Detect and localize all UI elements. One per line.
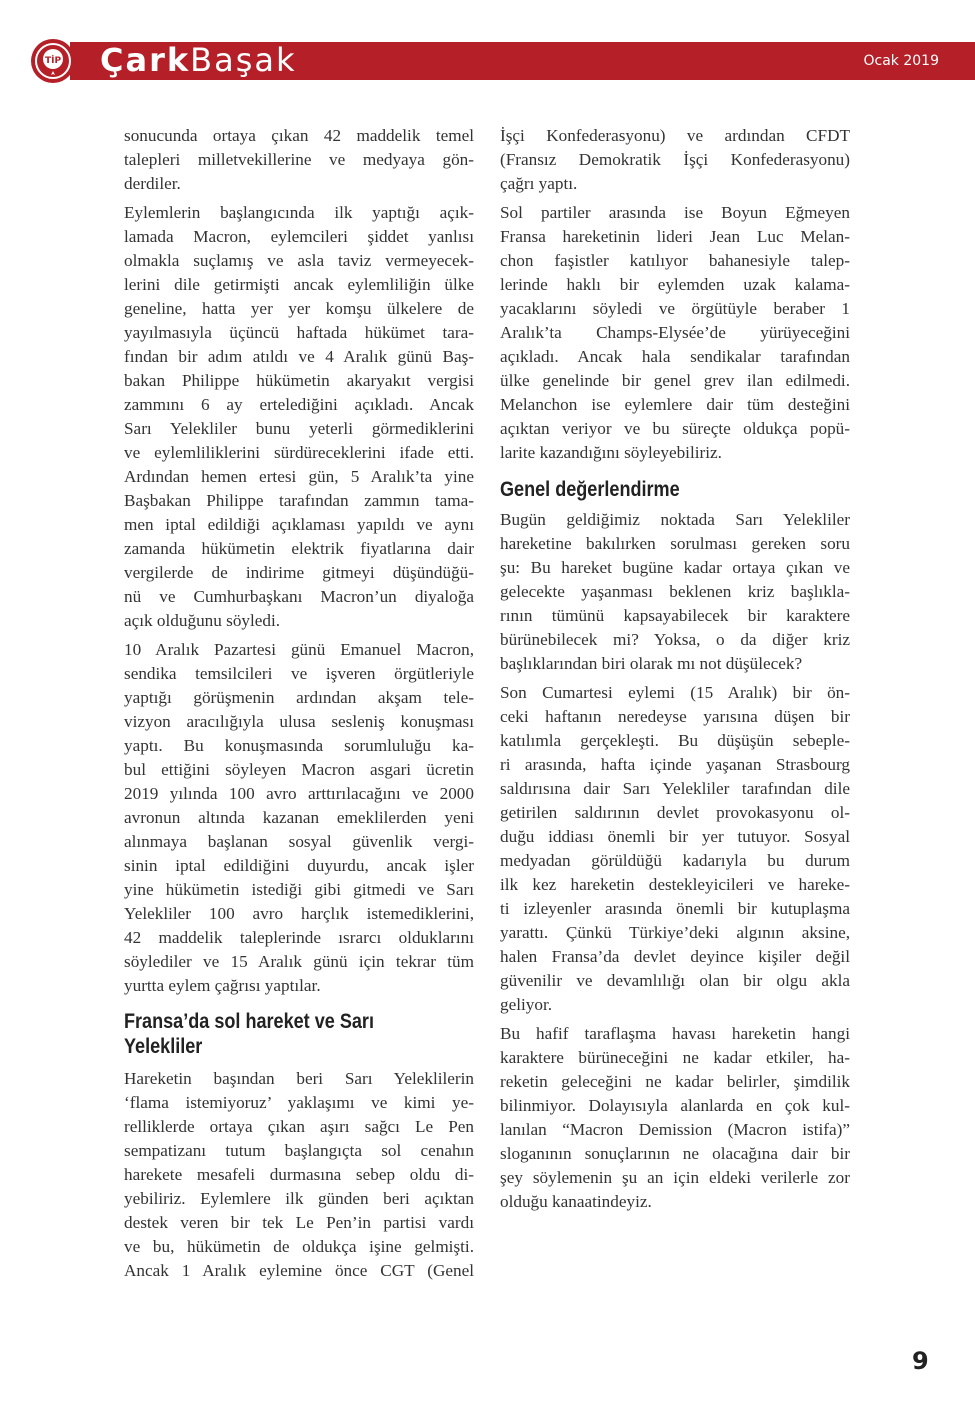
- text-line: sempatizanı tutum başlangıçta sol cenahın: [124, 1141, 474, 1160]
- heading-line: Fransa’da sol hareket ve Sarı: [124, 1010, 374, 1033]
- text-line: Eylemlerin başlangıcında ilk yaptığı açık-: [124, 203, 474, 222]
- text-line: 42 maddelik taleplerinde ısrarcı olduklarını: [124, 928, 474, 947]
- paragraph: [500, 124, 850, 196]
- page-number: 9: [912, 1347, 929, 1375]
- text-line: Aralık’ta Champs-Elysée’de yürüyeceğini: [500, 323, 850, 342]
- paragraph: [500, 201, 850, 465]
- brand-light: Başak: [190, 41, 297, 79]
- text-line: destek veren bir tek Le Pen’in partisi vardı: [124, 1213, 474, 1232]
- text-line: yacaklarını söyledi ve örgütüyle beraber 1: [500, 299, 850, 318]
- text-line: ti izleyenler arasında önemli bir kutuplaşma: [500, 899, 850, 918]
- text-line: yurtta eylem çağrısı yaptılar.: [124, 976, 321, 995]
- text-line: saldırısına dair Sarı Yelekliler tarafından dile: [500, 779, 850, 798]
- text-line: geliyor.: [500, 995, 553, 1014]
- text-line: Son Cumartesi eylemi (15 Aralık) bir ön-: [500, 683, 850, 702]
- text-line: zammını 6 ay ertelediğini açıkladı. Ancak: [124, 395, 474, 414]
- heading-line: Yelekliler: [124, 1035, 203, 1058]
- text-line: nü ve Cumhurbaşkanı Macron’un diyaloğa: [124, 587, 474, 606]
- text-line: Başbakan Philippe tarafından zammın tama-: [124, 491, 474, 510]
- paragraph: [124, 1067, 474, 1283]
- text-line: larite kazandığını söyleyebiliriz.: [500, 443, 722, 462]
- text-line: lerini dile getirmişti ancak eylemliliğin ülke: [124, 275, 474, 294]
- text-line: halen Fransa’da devlet deyince kişiler değil: [500, 947, 850, 966]
- text-line: Ancak 1 Aralık eylemine önce CGT (Genel: [124, 1261, 474, 1280]
- paragraph: [124, 638, 474, 998]
- text-line: Hareketin başından beri Sarı Yeleklilerin: [124, 1069, 474, 1088]
- paragraph: [500, 681, 850, 1017]
- text-line: şey söylemenin şu an için eldeki verilerle zor: [500, 1168, 850, 1187]
- text-line: Fransa hareketinin lideri Jean Luc Melan-: [500, 227, 850, 246]
- text-line: açıkladı. Ancak hala sendikalar tarafından: [500, 347, 850, 366]
- text-line: derdiler.: [124, 174, 181, 193]
- brand-title: [100, 38, 297, 82]
- tip-logo-icon: [30, 38, 76, 84]
- text-line: olduğu kanaatindeyiz.: [500, 1192, 652, 1211]
- text-line: sonucunda ortaya çıkan 42 maddelik temel: [124, 126, 474, 145]
- text-line: açık olduğunu söyledi.: [124, 611, 281, 630]
- text-line: lanılan “Macron Demission (Macron istifa)”: [500, 1120, 850, 1139]
- paragraph: [500, 508, 850, 676]
- text-line: çağrı yaptı.: [500, 174, 578, 193]
- text-line: ülke genelinde bir genel grev ilan edilmedi.: [500, 371, 850, 390]
- text-line: yaptığı görüşmenin ardından akşam tele-: [124, 688, 474, 707]
- text-line: relliklerde ortaya çıkan aşırı sağcı Le Pen: [124, 1117, 474, 1136]
- text-line: yayılmasıyla üçüncü haftada hükümet tara-: [124, 323, 474, 342]
- text-line: lerinde haklı bir eylemden uzak kalama-: [500, 275, 850, 294]
- text-line: men iptal edildiği açıklaması yapıldı ve aynı: [124, 515, 474, 534]
- text-line: avronun altında kazanan emeklilerden yeni: [124, 808, 474, 827]
- text-line: talepleri milletvekillerine ve medyaya gön-: [124, 150, 474, 169]
- text-line: Bugün geldiğimiz noktada Sarı Yelekliler: [500, 510, 850, 529]
- text-line: olmakla suçlamış ve asla taviz vermeyecek-: [124, 251, 474, 270]
- text-line: rının tümünü kapsayabilecek bir karaktere: [500, 606, 850, 625]
- text-line: ceki haftanın neredeyse yarısına düşen bir: [500, 707, 850, 726]
- text-line: yaptı. Bu konuşmasında sorumluluğu ka-: [124, 736, 474, 755]
- text-line: zamanda hükümetin elektrik fiyatlarına dair: [124, 539, 474, 558]
- text-line: şu: Bu hareket bugüne kadar ortaya çıkan ve: [500, 558, 850, 577]
- section-heading: Genel değerlendirme: [500, 478, 680, 501]
- text-line: ri arasında, hafta içinde yaşanan Strasbourg: [500, 755, 850, 774]
- text-line: vergilerde de indirime gitmeyi düşündüğü-: [124, 563, 474, 582]
- text-line: ve bu, hükümetin de oldukça işine gelmişti.: [124, 1237, 474, 1256]
- text-line: bürünebilecek mi? Yoksa, o da diğer kriz: [500, 630, 850, 649]
- section-heading: [124, 1009, 425, 1059]
- text-line: lamada Macron, eylemcileri şiddet yanlısı: [124, 227, 474, 246]
- text-line: 2019 yılında 100 avro arttırılacağını ve 2000: [124, 784, 474, 803]
- text-line: sendika temsilcileri ve işveren örgütleriyle: [124, 664, 474, 683]
- svg-text:TİP: TİP: [44, 56, 62, 66]
- paragraph: [124, 124, 474, 196]
- text-line: sloganının sonuçlarının ne olacağına dair bir: [500, 1144, 850, 1163]
- text-line: hareketine bakılırken sorulması gereken soru: [500, 534, 850, 553]
- text-line: Sarı Yelekliler bunu yeterli görmediklerini: [124, 419, 474, 438]
- text-line: gelecekte yaşanması beklenen kriz başlıkla-: [500, 582, 850, 601]
- text-line: (Fransız Demokratik İşçi Konfederasyonu): [500, 150, 850, 169]
- text-line: vizyon aracılığıyla ulusa sesleniş konuşması: [124, 712, 474, 731]
- text-line: Melanchon ise eylemlere dair tüm desteğini: [500, 395, 850, 414]
- text-line: açıktan veriyor ve bu süreçte oldukça popü-: [500, 419, 850, 438]
- brand-bold: Çark: [100, 41, 191, 79]
- text-line: İşçi Konfederasyonu) ve ardından CFDT: [500, 126, 850, 145]
- text-line: alınmaya başlanan sosyal güvenlik vergi-: [124, 832, 474, 851]
- text-line: başlıklarından biri olarak mı not düşülecek?: [500, 654, 803, 673]
- text-line: harekete mesafeli durmasına sebep oldu di-: [124, 1165, 474, 1184]
- text-line: geneline, hatta yer yer komşu ülkelere de: [124, 299, 474, 318]
- text-line: bul ettiğini söyleyen Macron asgari ücretin: [124, 760, 474, 779]
- text-line: fından bir adım atıldı ve 4 Aralık günü Baş-: [124, 347, 474, 366]
- text-line: karaktere bürüneceğini ne kadar etkiler, ha-: [500, 1048, 850, 1067]
- paragraph: [500, 1022, 850, 1214]
- text-line: Yelekliler 100 avro harçlık istemediklerini,: [124, 904, 474, 923]
- text-line: söylediler ve 15 Aralık günü için tekrar tüm: [124, 952, 474, 971]
- text-line: ve eylemliliklerini sürdüreceklerini ifade etti.: [124, 443, 474, 462]
- text-line: güvenilir ve devamlılığı olan bir olgu akla: [500, 971, 850, 990]
- text-line: duğu iddiası önemli bir yer tutuyor. Sosyal: [500, 827, 850, 846]
- text-line: chon faşistler katılıyor bahanesiyle talep-: [500, 251, 850, 270]
- text-line: yebiliriz. Eylemlere ilk günden beri açıktan: [124, 1189, 474, 1208]
- right-column: [500, 124, 850, 1219]
- text-line: bakan Philippe hükümetin akaryakıt vergisi: [124, 371, 474, 390]
- left-column: [124, 124, 474, 1288]
- text-line: reketin geleceğini ne kadar belirler, şimdilik: [500, 1072, 850, 1091]
- text-line: ‘flama istemiyoruz’ yaklaşımı ve kimi ye-: [124, 1093, 474, 1112]
- text-line: getirilen saldırının devlet provokasyonu ol-: [500, 803, 850, 822]
- text-line: Bu hafif taraflaşma havası hareketin hangi: [500, 1024, 850, 1043]
- issue-date: Ocak 2019: [863, 53, 939, 69]
- text-line: sinin iptal edildiğini duyurdu, ancak işler: [124, 856, 474, 875]
- text-line: 10 Aralık Pazartesi günü Emanuel Macron,: [124, 640, 474, 659]
- text-line: medyadan görüldüğü kadarıyla bu durum: [500, 851, 850, 870]
- text-line: Sol partiler arasında ise Boyun Eğmeyen: [500, 203, 850, 222]
- text-line: katılımla gerçekleşti. Bu düşüşün sebeple-: [500, 731, 850, 750]
- text-line: Ardından hemen ertesi gün, 5 Aralık’ta yine: [124, 467, 474, 486]
- text-line: bilinmiyor. Dolayısıyla alanlarda en çok kul-: [500, 1096, 850, 1115]
- text-line: ilk kez hareketin destekleyicileri ve hareke-: [500, 875, 850, 894]
- text-line: yarattı. Çünkü Türkiye’deki algının aksine,: [500, 923, 850, 942]
- paragraph: [124, 201, 474, 633]
- text-line: yine hükümetin istediği gibi gitmedi ve Sarı: [124, 880, 474, 899]
